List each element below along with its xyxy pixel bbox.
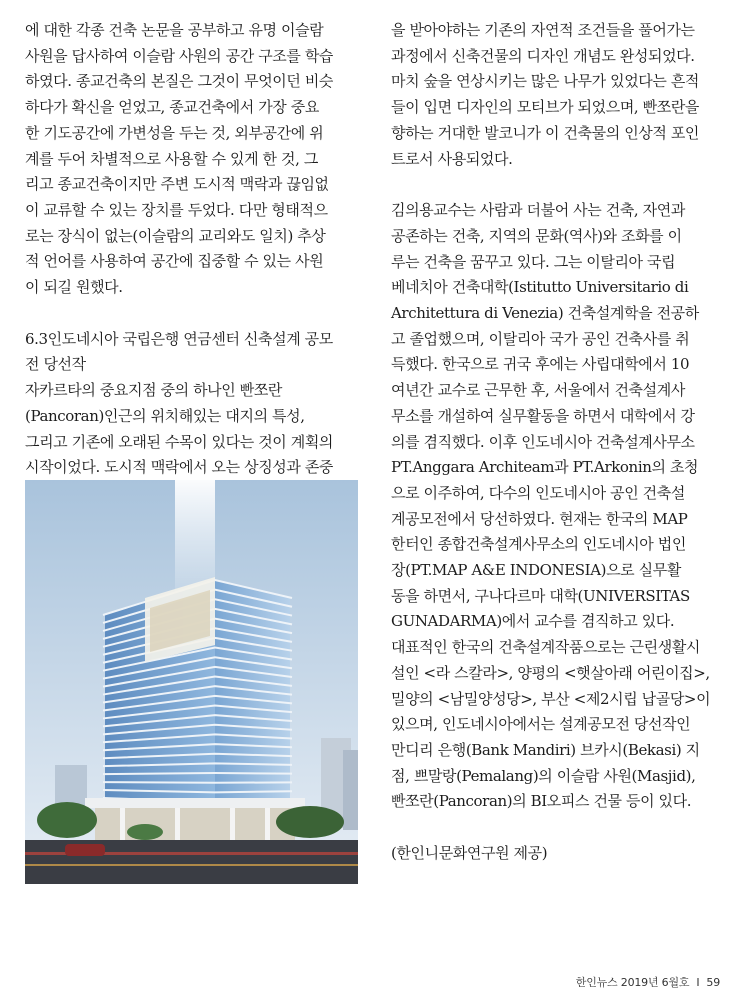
text-line: 마치 숲을 연상시키는 많은 나무가 있었다는 흔적 xyxy=(391,72,700,91)
text-line: 이 교류할 수 있는 장치를 두었다. 다만 형태적으 xyxy=(25,200,328,219)
continued-paragraph xyxy=(391,18,731,172)
text-line: 자카르타의 중요지점 중의 하나인 빤쪼란 xyxy=(25,381,283,400)
background-building xyxy=(343,750,358,830)
text-line: 이 되길 원했다. xyxy=(25,278,123,297)
podium-canopy xyxy=(85,798,305,808)
text-line: 무소를 개설하여 실무활동을 하면서 대학에서 강 xyxy=(391,406,695,425)
text-line: 계를 두어 차별적으로 사용할 수 있게 한 것, 그 xyxy=(25,149,318,168)
text-line: Architettura di Venezia) 건축설계학을 전공하 xyxy=(391,304,699,323)
text-line: 김의용교수는 사람과 더불어 사는 건축, 자연과 xyxy=(391,201,685,220)
text-line: 하다가 확신을 얻었고, 종교건축에서 가장 중요 xyxy=(25,98,319,117)
text-line: 계공모전에서 당선하였다. 현재는 한국의 MAP xyxy=(391,509,688,528)
text-line: 향하는 거대한 발코니가 이 건축물의 인상적 포인 xyxy=(391,123,700,142)
text-line: 설인 <라 스칼라>, 양평의 <햇살아래 어린이집>, xyxy=(391,663,710,682)
tree xyxy=(127,824,163,840)
text-line: 을 받아야하는 기존의 자연적 조건들을 풀어가는 xyxy=(391,21,695,39)
text-line: 리고 종교건축이지만 주변 도시적 맥락과 끊임없 xyxy=(25,175,329,194)
text-line: 공존하는 건축, 지역의 문화(역사)와 조화를 이 xyxy=(391,226,682,245)
text-line: 들이 입면 디자인의 모티브가 되었으며, 빤쪼란을 xyxy=(391,98,700,117)
text-line: 빤쪼란(Pancoran)의 BI오피스 건물 등이 있다. xyxy=(391,792,692,811)
text-line: 만디리 은행(Bank Mandiri) 브카시(Bekasi) 지 xyxy=(391,740,700,759)
heading-line: 6.3인도네시아 국립은행 연금센터 신축설계 공모 xyxy=(25,329,333,348)
car-light-trail xyxy=(25,864,358,866)
text-line: (Pancoran)인근의 위치해있는 대지의 특성, xyxy=(25,406,305,425)
project-paragraph xyxy=(25,378,365,481)
text-line: 사원을 답사하여 이슬람 사원의 공간 구조를 학습 xyxy=(25,46,334,65)
text-line: 트로서 사용되었다. xyxy=(391,149,513,168)
text-line: 여년간 교수로 근무한 후, 서울에서 건축설계사 xyxy=(391,381,685,400)
text-line: 베네치아 건축대학(Istitutto Universitario di xyxy=(391,278,689,297)
text-line: 하였다. 종교건축의 본질은 그것이 무엇이던 비슷 xyxy=(25,72,334,91)
biography-paragraph xyxy=(391,198,731,815)
publication-name: 한인뉴스 2019년 6월호 xyxy=(575,976,690,989)
right-column xyxy=(391,18,731,867)
tree xyxy=(37,802,97,838)
intro-paragraph xyxy=(25,18,365,301)
photo-credit: (한인니문화연구원 제공) xyxy=(391,844,548,863)
text-line: PT.Anggara Architeam과 PT.Arkonin의 초청 xyxy=(391,458,699,477)
building-rendering xyxy=(25,480,358,884)
text-line: 루는 건축을 꿈꾸고 있다. 그는 이탈리아 국립 xyxy=(391,252,676,271)
text-line: 있으며, 인도네시아에서는 설계공모전 당선작인 xyxy=(391,715,691,734)
left-column xyxy=(25,18,365,481)
text-line: GUNADARMA)에서 교수를 겸직하고 있다. xyxy=(391,612,675,631)
podium-column xyxy=(120,808,125,840)
text-line: 으로 이주하여, 다수의 인도네시아 공인 건축설 xyxy=(391,483,685,502)
floor-slab xyxy=(103,773,292,774)
text-line: 시작이었다. 도시적 맥락에서 오는 상징성과 존중 xyxy=(25,458,334,477)
text-line: 로는 장식이 없는(이슬람의 교리와도 일치) 추상 xyxy=(25,226,326,245)
tree xyxy=(276,806,344,838)
text-line: 장(PT.MAP A&E INDONESIA)으로 실무활 xyxy=(391,561,681,580)
paragraph-gap xyxy=(25,301,365,327)
floor-slab xyxy=(103,782,292,783)
page-footer xyxy=(576,974,720,990)
text-line: 득했다. 한국으로 귀국 후에는 사립대학에서 10 xyxy=(391,355,690,374)
heading-line: 전 당선작 xyxy=(25,355,86,374)
text-line: 그리고 기존에 오래된 수목이 있다는 것이 계획의 xyxy=(25,432,334,451)
page-number: 59 xyxy=(706,976,720,989)
text-line: 과정에서 신축건물의 디자인 개념도 완성되었다. xyxy=(391,46,695,65)
text-line: 한터인 종합건축설계사무소의 인도네시아 법인 xyxy=(391,535,686,554)
podium-column xyxy=(230,808,235,840)
text-line: 동을 하면서, 구나다르마 대학(UNIVERSITAS xyxy=(391,586,690,605)
text-line: 적 언어를 사용하여 공간에 집중할 수 있는 사원 xyxy=(25,252,324,271)
text-line: 대표적인 한국의 건축설계작품으로는 근린생활시 xyxy=(391,638,700,657)
text-line: 고 졸업했으며, 이탈리아 국가 공인 건축사를 취 xyxy=(391,329,690,348)
paragraph-gap xyxy=(391,172,731,198)
footer-separator: I xyxy=(696,976,700,989)
tower-illustration xyxy=(25,480,358,884)
text-line: 점, 쁘말랑(Pemalang)의 이슬람 사원(Masjid), xyxy=(391,766,696,785)
section-heading xyxy=(25,327,365,378)
podium-column xyxy=(175,808,180,840)
text-line: 밀양의 <남밀양성당>, 부산 <제2시립 납골당>이 xyxy=(391,689,711,708)
text-line: 의를 겸직했다. 이후 인도네시아 건축설계사무소 xyxy=(391,432,695,451)
text-line: 한 기도공간에 가변성을 두는 것, 외부공간에 위 xyxy=(25,123,324,142)
text-line: 에 대한 각종 건축 논문을 공부하고 유명 이슬람 xyxy=(25,21,324,39)
podium-column xyxy=(265,808,270,840)
paragraph-gap xyxy=(391,815,731,841)
car xyxy=(65,844,105,856)
